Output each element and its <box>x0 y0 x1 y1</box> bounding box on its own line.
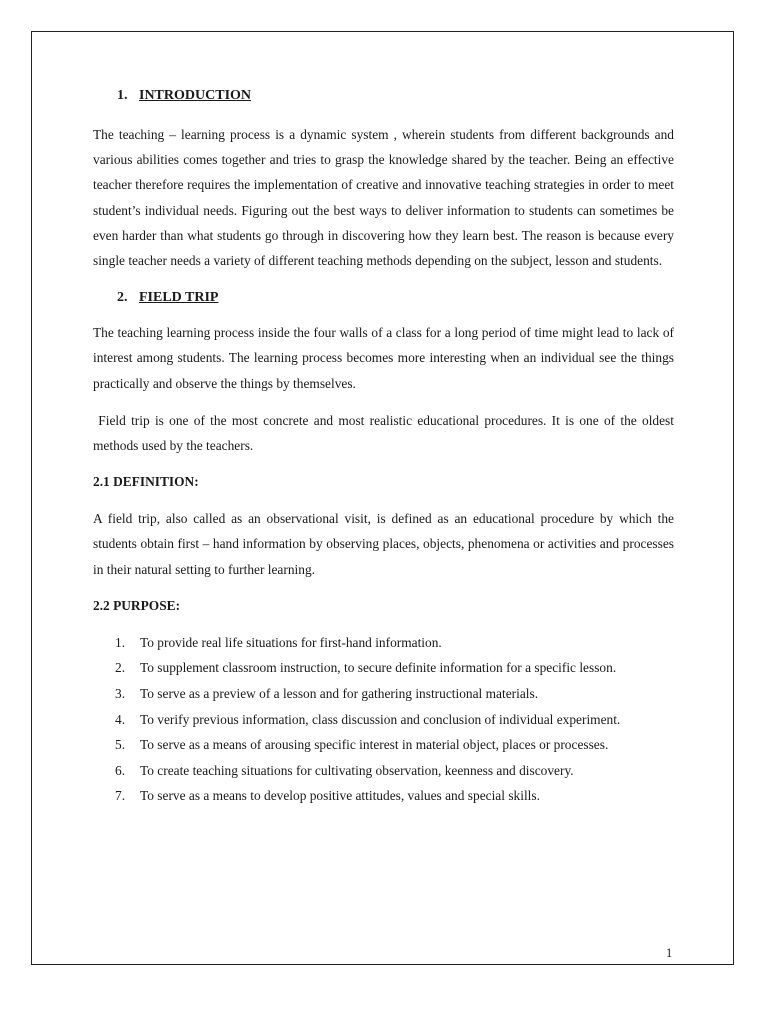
list-item <box>93 655 674 681</box>
list-item <box>93 758 674 784</box>
list-item-text: To serve as a preview of a lesson and for gathering instructional materials. <box>140 686 539 702</box>
field-trip-paragraph-1: The teaching learning process inside the four walls of a class for a long period of time might lead to lack of interest among students. The learning process becomes more interesting when an individual see the things practically and observe the things by themselves. <box>93 325 674 391</box>
section-heading-field-trip <box>93 288 674 308</box>
list-item <box>93 732 674 758</box>
list-item-text: To provide real life situations for first-hand information. <box>140 634 442 650</box>
list-item-number: 5. <box>115 737 126 753</box>
list-item-text: To serve as a means to develop positive attitudes, values and special skills. <box>140 788 540 804</box>
list-item-text: To serve as a means of arousing specific interest in material object, places or processes. <box>140 737 609 753</box>
list-item-number: 1. <box>115 634 126 650</box>
list-item-number: 2. <box>115 660 126 676</box>
list-item <box>93 707 674 733</box>
page-number: 1 <box>666 946 673 960</box>
list-item-text: To supplement classroom instruction, to secure definite information for a specific lesson. <box>140 660 617 676</box>
document-body <box>93 86 678 809</box>
list-item <box>93 783 674 809</box>
list-item <box>93 681 674 707</box>
section-number: 1. <box>117 88 128 103</box>
list-item <box>93 630 674 656</box>
section-number: 2. <box>117 290 128 306</box>
list-item-number: 3. <box>115 686 126 702</box>
list-item-number: 7. <box>115 788 126 804</box>
list-item-text: To verify previous information, class discussion and conclusion of individual experiment. <box>140 711 621 727</box>
section-title: INTRODUCTION <box>139 88 252 103</box>
field-trip-paragraph-2: Field trip is one of the most concrete and most realistic educational procedures. It is one of the oldest methods used by the teachers. <box>93 412 678 454</box>
introduction-paragraph: The teaching – learning process is a dynamic system , wherein students from different backgrounds and various abilities comes together and tries to grasp the knowledge shared by the teacher. Being an effective teacher therefore requires the implementation of creative and innovative teaching strategies in order to meet student’s individual needs. Figuring out the best ways to deliver information to students can sometimes be even harder than what students go through in discovering how they learn best. The reason is because every single teacher needs a variety of different teaching methods depending on the subject, lesson and students. <box>93 127 674 269</box>
list-item-number: 6. <box>115 762 126 778</box>
definition-paragraph: A field trip, also called as an observational visit, is defined as an educational procedure by which the students obtain first – hand information by observing places, objects, phenomena or activities and processes in their natural setting to further learning. <box>93 511 674 577</box>
section-heading-introduction <box>93 86 674 106</box>
definition-heading: 2.1 DEFINITION: <box>93 474 199 490</box>
section-title: FIELD TRIP <box>139 290 219 306</box>
list-item-text: To create teaching situations for cultivating observation, keenness and discovery. <box>140 762 574 778</box>
purpose-heading: 2.2 PURPOSE: <box>93 597 181 613</box>
purpose-list <box>93 630 674 809</box>
list-item-number: 4. <box>115 711 126 727</box>
